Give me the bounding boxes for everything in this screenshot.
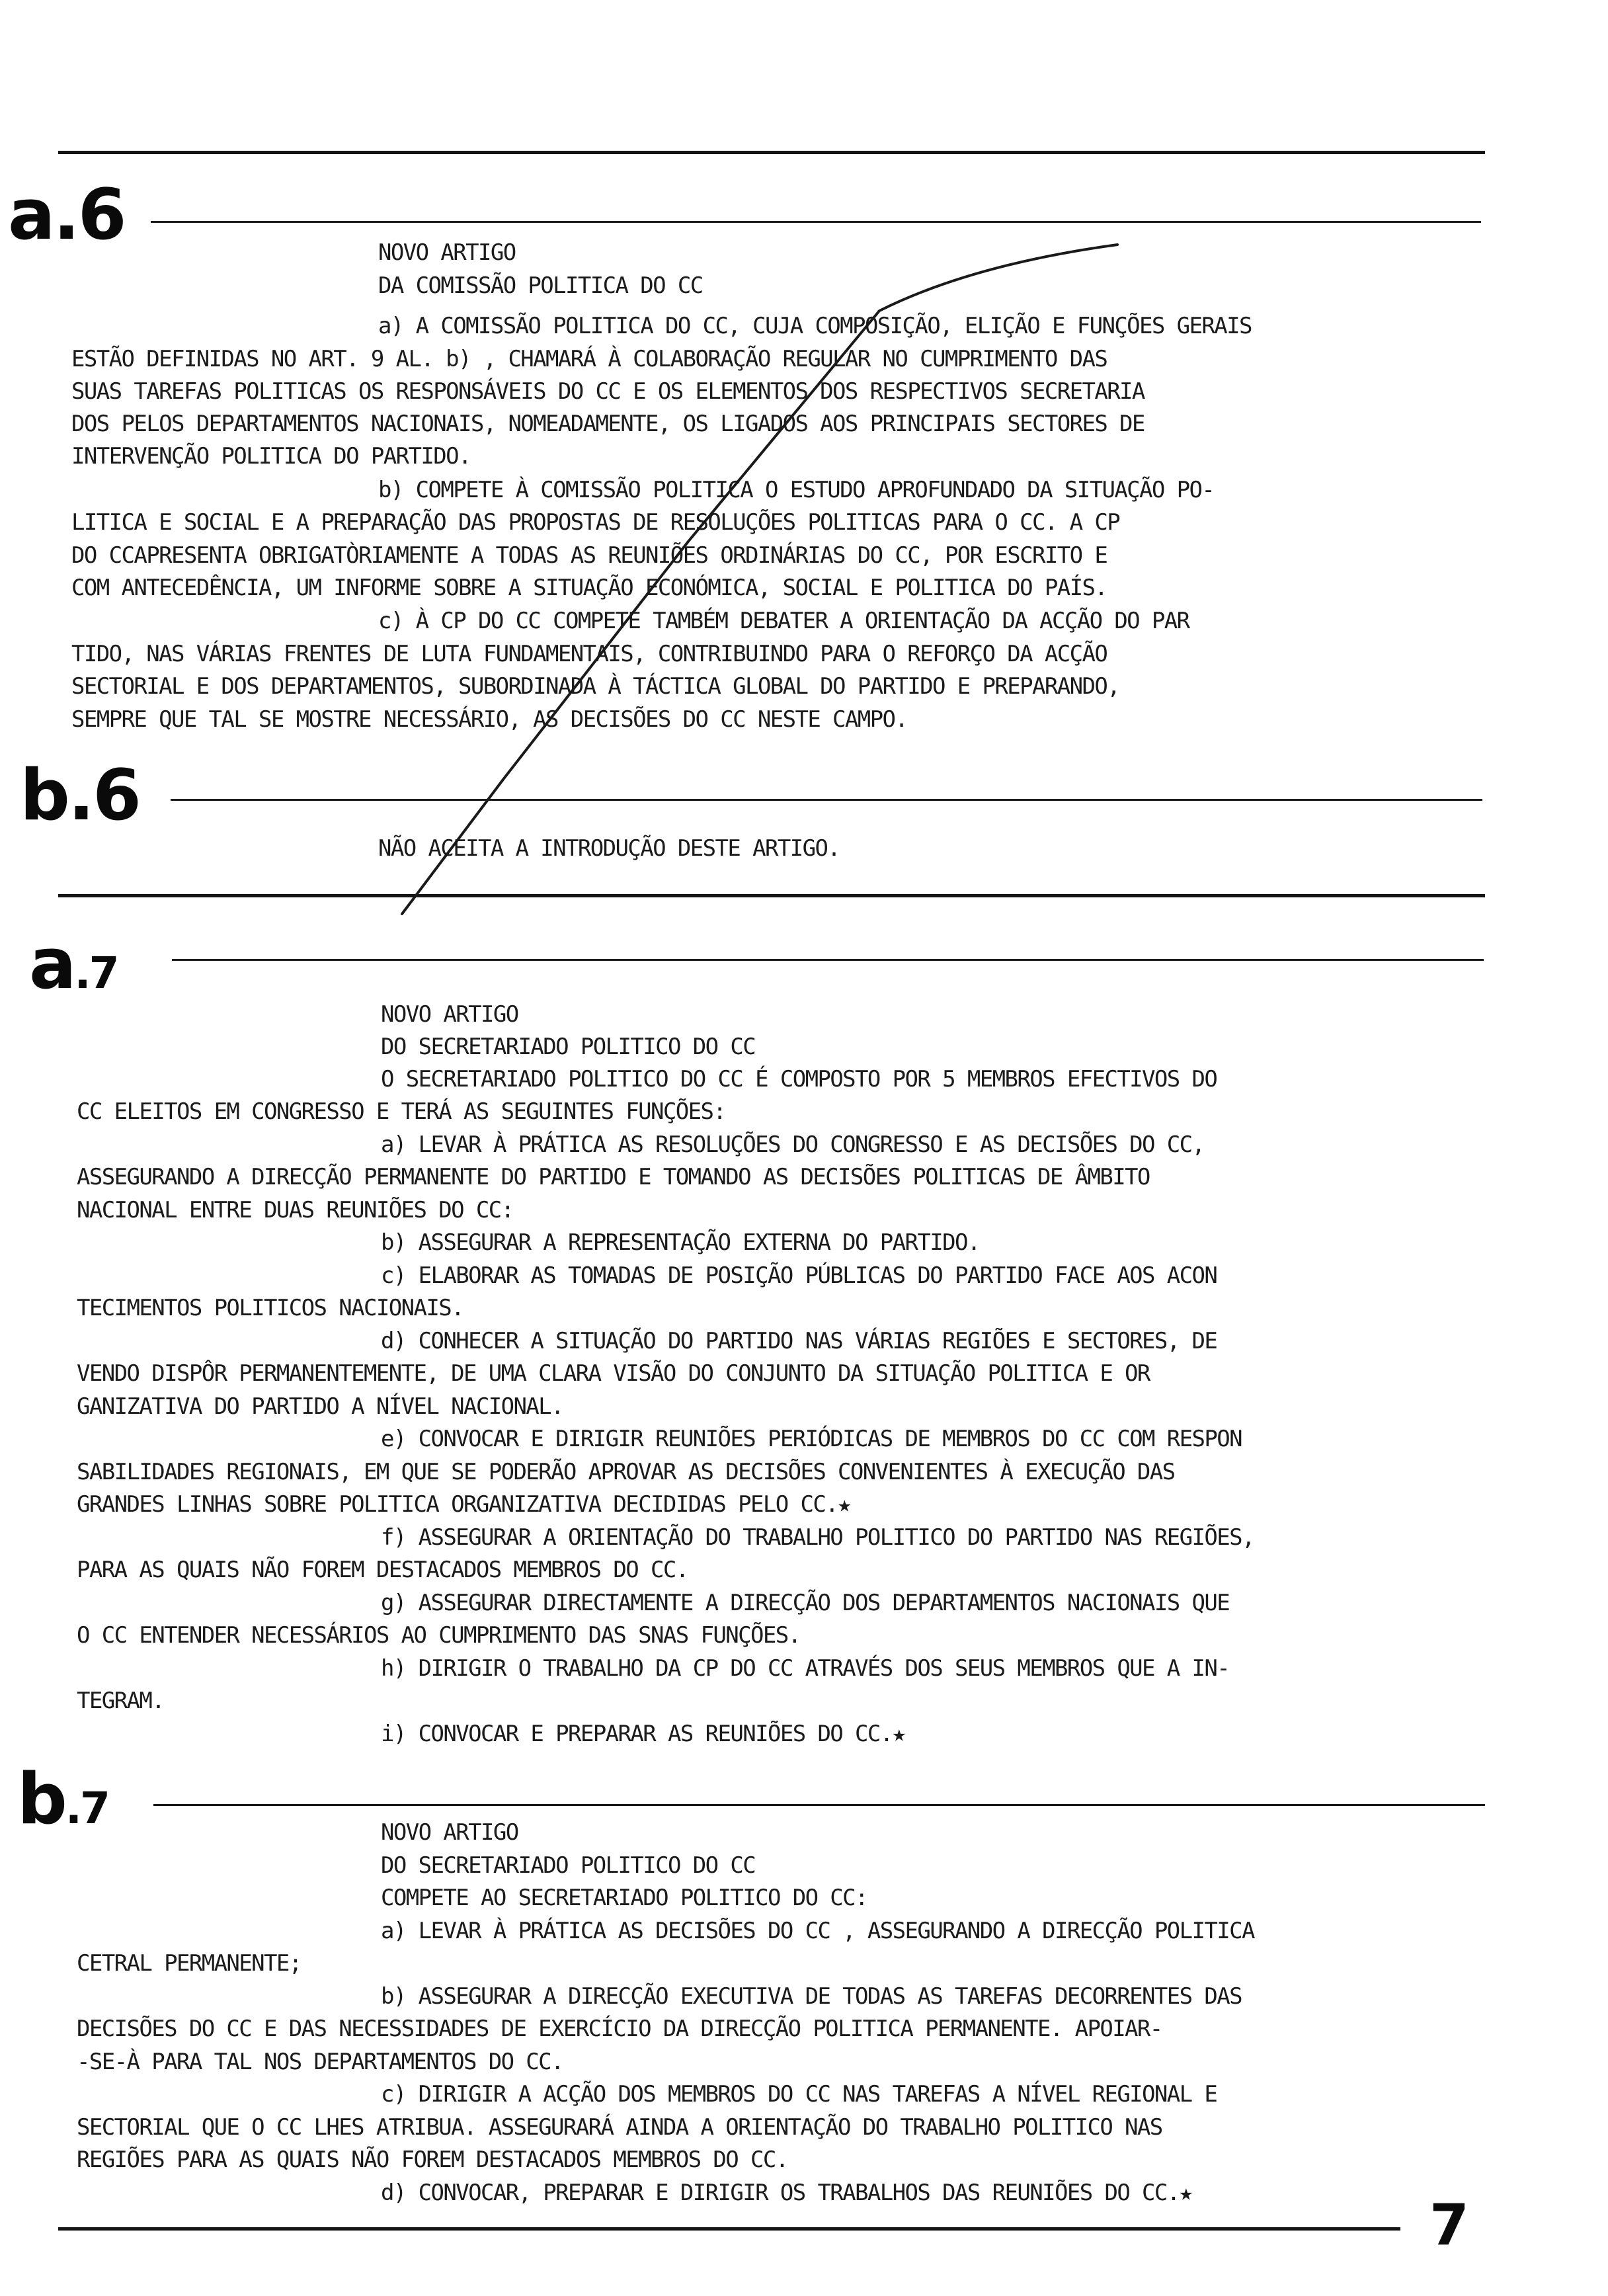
text-line: DO SECRETARIADO POLITICO DO CC	[381, 1852, 756, 1879]
section-label-b6	[20, 755, 140, 836]
text-line: NACIONAL ENTRE DUAS REUNIÕES DO CC:	[77, 1197, 514, 1223]
text-line: NÃO ACEITA A INTRODUÇÃO DESTE ARTIGO.	[378, 835, 840, 862]
text-line: O SECRETARIADO POLITICO DO CC É COMPOSTO POR 5 MEMBROS EFECTIVOS DO	[381, 1066, 1217, 1092]
text-line: -SE-À PARA TAL NOS DEPARTAMENTOS DO CC.	[77, 2049, 563, 2075]
text-line: INTERVENÇÃO POLITICA DO PARTIDO.	[71, 443, 471, 470]
text-line: SEMPRE QUE TAL SE MOSTRE NECESSÁRIO, AS DECISÕES DO CC NESTE CAMPO.	[71, 706, 908, 733]
text-line: GRANDES LINHAS SOBRE POLITICA ORGANIZATIVA DECIDIDAS PELO CC.★	[77, 1491, 850, 1518]
label-letter: b	[17, 1758, 65, 1840]
text-line: ASSEGURANDO A DIRECÇÃO PERMANENTE DO PARTIDO E TOMANDO AS DECISÕES POLITICAS DE ÂMBITO	[77, 1164, 1150, 1190]
text-line: DO CCAPRESENTA OBRIGATÒRIAMENTE A TODAS AS REUNIÕES ORDINÁRIAS DO CC, POR ESCRITO E	[71, 542, 1107, 569]
text-line: ESTÃO DEFINIDAS NO ART. 9 AL. b) , CHAMARÁ À COLABORAÇÃO REGULAR NO CUMPRIMENTO DAS	[71, 346, 1107, 372]
label-number: .7	[65, 1783, 108, 1834]
text-line: g) ASSEGURAR DIRECTAMENTE A DIRECÇÃO DOS DEPARTAMENTOS NACIONAIS QUE	[381, 1590, 1230, 1616]
text-line: b) ASSEGURAR A REPRESENTAÇÃO EXTERNA DO PARTIDO.	[381, 1229, 980, 1256]
text-line: a) LEVAR À PRÁTICA AS DECISÕES DO CC , ASSEGURANDO A DIRECÇÃO POLITICA	[381, 1918, 1254, 1944]
text-line: COM ANTECEDÊNCIA, UM INFORME SOBRE A SITUAÇÃO ECONÓMICA, SOCIAL E POLITICA DO PAÍS.	[71, 575, 1107, 601]
text-line: f) ASSEGURAR A ORIENTAÇÃO DO TRABALHO POLITICO DO PARTIDO NAS REGIÕES,	[381, 1524, 1254, 1551]
text-line: i) CONVOCAR E PREPARAR AS REUNIÕES DO CC.★	[381, 1721, 905, 1747]
text-line: GANIZATIVA DO PARTIDO A NÍVEL NACIONAL.	[77, 1393, 563, 1420]
label-letter: a	[29, 923, 75, 1004]
text-line: c) À CP DO CC COMPETE TAMBÉM DEBATER A ORIENTAÇÃO DA ACÇÃO DO PAR	[378, 608, 1189, 634]
text-line: O CC ENTENDER NECESSÁRIOS AO CUMPRIMENTO DAS SNAS FUNÇÕES.	[77, 1622, 801, 1649]
text-line: DOS PELOS DEPARTAMENTOS NACIONAIS, NOMEADAMENTE, OS LIGADOS AOS PRINCIPAIS SECTORES DE	[71, 411, 1145, 437]
text-line: SABILIDADES REGIONAIS, EM QUE SE PODERÃO APROVAR AS DECISÕES CONVENIENTES À EXECUÇÃO DAS	[77, 1459, 1175, 1485]
text-line: c) DIRIGIR A ACÇÃO DOS MEMBROS DO CC NAS TAREFAS A NÍVEL REGIONAL E	[381, 2081, 1217, 2108]
text-line: SECTORIAL QUE O CC LHES ATRIBUA. ASSEGURARÁ AINDA A ORIENTAÇÃO DO TRABALHO POLITICO NAS	[77, 2114, 1162, 2141]
text-line: e) CONVOCAR E DIRIGIR REUNIÕES PERIÓDICAS DE MEMBROS DO CC COM RESPON	[381, 1426, 1242, 1452]
text-line: DA COMISSÃO POLITICA DO CC	[378, 272, 703, 299]
text-line: NOVO ARTIGO	[378, 239, 516, 266]
bottom-rule	[58, 2227, 1400, 2231]
text-line: DO SECRETARIADO POLITICO DO CC	[381, 1034, 756, 1060]
text-line: d) CONHECER A SITUAÇÃO DO PARTIDO NAS VÁRIAS REGIÕES E SECTORES, DE	[381, 1328, 1217, 1354]
section-label-a6	[8, 174, 125, 255]
text-line: TIDO, NAS VÁRIAS FRENTES DE LUTA FUNDAMENTAIS, CONTRIBUINDO PARA O REFORÇO DA ACÇÃO	[71, 641, 1107, 667]
text-line: VENDO DISPÔR PERMANENTEMENTE, DE UMA CLARA VISÃO DO CONJUNTO DA SITUAÇÃO POLITICA E OR	[77, 1360, 1150, 1387]
text-line: a) A COMISSÃO POLITICA DO CC, CUJA COMPOSIÇÃO, ELIÇÃO E FUNÇÕES GERAIS	[378, 313, 1252, 339]
label-letter: b	[20, 755, 68, 836]
section-line-a6	[151, 221, 1481, 223]
text-line: CC ELEITOS EM CONGRESSO E TERÁ AS SEGUINTES FUNÇÕES:	[77, 1098, 726, 1125]
text-line: c) ELABORAR AS TOMADAS DE POSIÇÃO PÚBLICAS DO PARTIDO FACE AOS ACON	[381, 1262, 1217, 1289]
label-number: .7	[74, 948, 118, 999]
text-line: TECIMENTOS POLITICOS NACIONAIS.	[77, 1295, 463, 1321]
rule-after-b6	[58, 894, 1485, 897]
text-line: b) COMPETE À COMISSÃO POLITICA O ESTUDO APROFUNDADO DA SITUAÇÃO PO-	[378, 477, 1215, 503]
text-line: SUAS TAREFAS POLITICAS OS RESPONSÁVEIS DO CC E OS ELEMENTOS DOS RESPECTIVOS SECRETARIA	[71, 378, 1145, 405]
section-label-a7	[29, 923, 118, 1004]
label-number: .6	[53, 174, 125, 255]
section-line-a7	[172, 959, 1484, 961]
section-line-b7	[153, 1804, 1485, 1806]
text-line: h) DIRIGIR O TRABALHO DA CP DO CC ATRAVÉS DOS SEUS MEMBROS QUE A IN-	[381, 1655, 1230, 1682]
text-line: PARA AS QUAIS NÃO FOREM DESTACADOS MEMBROS DO CC.	[77, 1557, 688, 1583]
text-line: DECISÕES DO CC E DAS NECESSIDADES DE EXERCÍCIO DA DIRECÇÃO POLITICA PERMANENTE. APOIAR-	[77, 2016, 1162, 2042]
text-line: TEGRAM.	[77, 1688, 165, 1714]
label-letter: a	[8, 174, 54, 255]
section-line-b6	[171, 799, 1482, 801]
page-number: 7	[1429, 2192, 1469, 2258]
text-line: COMPETE AO SECRETARIADO POLITICO DO CC:	[381, 1885, 867, 1911]
label-number: .6	[67, 755, 140, 836]
text-line: NOVO ARTIGO	[381, 1819, 518, 1846]
text-line: d) CONVOCAR, PREPARAR E DIRIGIR OS TRABALHOS DAS REUNIÕES DO CC.★	[381, 2180, 1192, 2206]
text-line: a) LEVAR À PRÁTICA AS RESOLUÇÕES DO CONGRESSO E AS DECISÕES DO CC,	[381, 1131, 1205, 1158]
section-label-b7	[17, 1758, 108, 1840]
text-line: REGIÕES PARA AS QUAIS NÃO FOREM DESTACADOS MEMBROS DO CC.	[77, 2147, 788, 2173]
text-line: b) ASSEGURAR A DIRECÇÃO EXECUTIVA DE TODAS AS TAREFAS DECORRENTES DAS	[381, 1983, 1242, 2010]
text-line: NOVO ARTIGO	[381, 1001, 518, 1028]
text-line: SECTORIAL E DOS DEPARTAMENTOS, SUBORDINADA À TÁCTICA GLOBAL DO PARTIDO E PREPARANDO,	[71, 673, 1120, 700]
top-rule	[58, 151, 1485, 154]
text-line: LITICA E SOCIAL E A PREPARAÇÃO DAS PROPOSTAS DE RESOLUÇÕES POLITICAS PARA O CC. A CP	[71, 509, 1120, 536]
text-line: CETRAL PERMANENTE;	[77, 1950, 302, 1977]
